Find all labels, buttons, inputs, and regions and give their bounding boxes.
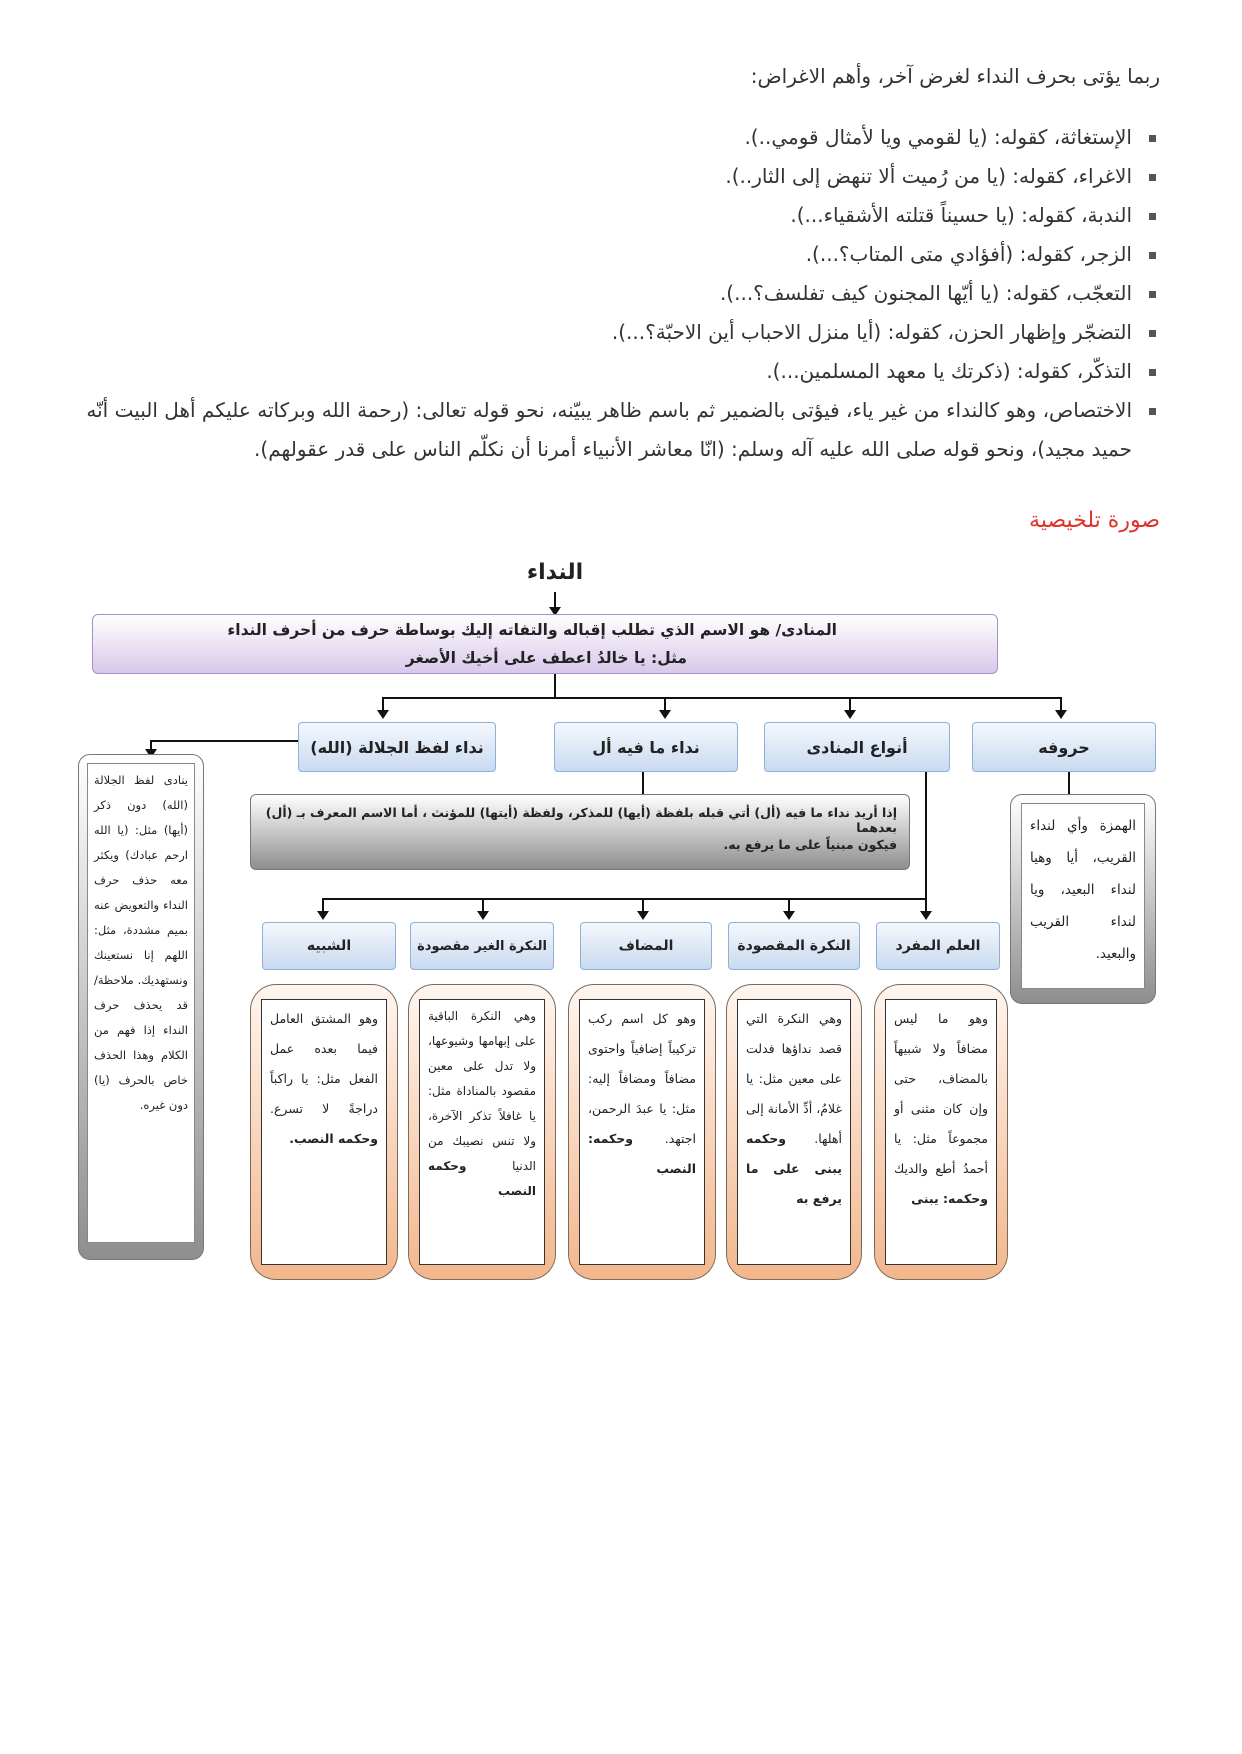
type-title-1: العلم المفرد (876, 922, 1000, 970)
section-title: صورة تلخيصية (1029, 508, 1160, 533)
jalala-desc: ينادى لفظ الجلالة (الله) دون ذكر (أيها) مثل: (يا الله ارحم عبادك) ويكثر معه حذف حرف النداء والتعويض عنه بميم مشددة، مثل: اللهم إنا نستعينك ونستهديك. ملاحظة/ قد يحذف حرف النداء إذا فهم من الكلام وهذا الحذف خاص بالحرف (يا) دون غيره. (87, 763, 195, 1243)
list-item: الزجر، كقوله: (أفؤادي متى المتاب؟...). (80, 235, 1160, 274)
list-item: الندبة، كقوله: (يا حسيناً قتلته الأشقياء...). (80, 196, 1160, 235)
definition-box (92, 614, 998, 674)
al-desc-2: فيكون مبنياً على ما يرفع به. (723, 837, 897, 852)
type-text-4: وهي النكرة الباقية على إبهامها وشيوعها، ولا تدل على معين مقصود بالمناداة مثل: يا غافلاً تذكر الآخرة، ولا تنس نصيبك من الدنيا (428, 1009, 536, 1173)
type-title-4: النكرة الغير مقصودة (410, 922, 554, 970)
huruf-desc: الهمزة وأي لنداء القريب، أيا وهيا لنداء البعيد، ويا لنداء القريب والبعيد. (1021, 803, 1145, 989)
type-text-1: وهو ما ليس مضافاً ولا شبيهاً بالمضاف، حتى وإن كان مثنى أو مجموعاً مثل: يا أحمدُ أطع والديك (894, 1011, 988, 1176)
type-rule-5: وحكمه النصب. (289, 1131, 378, 1146)
list-item: الاغراء، كقوله: (يا من رُميت ألا تنهض إلى الثار..). (80, 157, 1160, 196)
intro-text: ربما يؤتى بحرف النداء لغرض آخر، وأهم الاغراض: (750, 64, 1160, 88)
type-body-1 (874, 984, 1008, 1280)
type-title-5: الشبيه (262, 922, 396, 970)
type-rule-3: وحكمه: النصب (588, 1131, 696, 1176)
list-item: التعجّب، كقوله: (يا أيّها المجنون كيف تفلسف؟...). (80, 274, 1160, 313)
diagram-root: النداء (526, 560, 584, 585)
type-body-2 (726, 984, 862, 1280)
huruf-desc-box (1010, 794, 1156, 1004)
jalala-desc-box (78, 754, 204, 1260)
branch-huruf: حروفه (972, 722, 1156, 772)
example-text: مثل: يا خالدُ اعطف على أخيك الأصغر (405, 649, 687, 667)
list-item: الإستغاثة، كقوله: (يا لقومي ويا لأمثال قومي..). (80, 118, 1160, 157)
definition-text: المنادى/ هو الاسم الذي تطلب إقباله والتفاته إليك بوساطة حرف من أحرف النداء (227, 621, 837, 639)
branch-anwaa: أنواع المنادى (764, 722, 950, 772)
branch-al: نداء ما فيه أل (554, 722, 738, 772)
type-rule-4: وحكمه النصب (428, 1159, 536, 1198)
type-text-3: وهو كل اسم ركب تركيباً إضافياً واحتوى مضافاً ومضافاً إليه: مثل: يا عبدَ الرحمن، اجتهد. (588, 1011, 696, 1146)
type-title-2: النكرة المقصودة (728, 922, 860, 970)
type-body-3 (568, 984, 716, 1280)
al-desc-1: إذا أريد نداء ما فيه (أل) أتي قبله بلفظة (أيها) للمذكر، ولفظة (أيتها) للمؤنث ، أما الاسم المعرف بـ (أل) بعدهما (265, 805, 897, 835)
list-item: الاختصاص، وهو كالنداء من غير ياء، فيؤتى بالضمير ثم باسم ظاهر يبيّنه، نحو قوله تعالى: (رحمة الله وبركاته عليكم أهل البيت أنّه حميد مجيد)، ونحو قوله صلى الله عليه آله وسلم: (انّا معاشر الأنبياء أمرنا أن نكلّم الناس على قدر عقولهم). (80, 391, 1160, 469)
type-rule-2: وحكمه يبنى على ما يرفع به (746, 1131, 842, 1206)
list-item: التذكّر، كقوله: (ذكرتك يا معهد المسلمين...). (80, 352, 1160, 391)
type-body-5 (250, 984, 398, 1280)
type-text-2: وهي النكرة التي قصد نداؤها فدلت على معين مثل: يا غلامُ، أدِّ الأمانة إلى أهلها. (746, 1011, 842, 1146)
type-text-5: وهو المشتق العامل فيما بعده عمل الفعل مثل: يا راكباً دراجةً لا تسرع. (270, 1011, 378, 1116)
type-title-3: المضاف (580, 922, 712, 970)
type-rule-1: وحكمه: يبنى (911, 1191, 988, 1206)
al-desc-box (250, 794, 910, 870)
list-item: التضجّر وإظهار الحزن، كقوله: (أيا منزل الاحباب أين الاحبّة؟...). (80, 313, 1160, 352)
type-body-4 (408, 984, 556, 1280)
branch-jalala: نداء لفظ الجلالة (الله) (298, 722, 496, 772)
purposes-list (80, 118, 1160, 469)
